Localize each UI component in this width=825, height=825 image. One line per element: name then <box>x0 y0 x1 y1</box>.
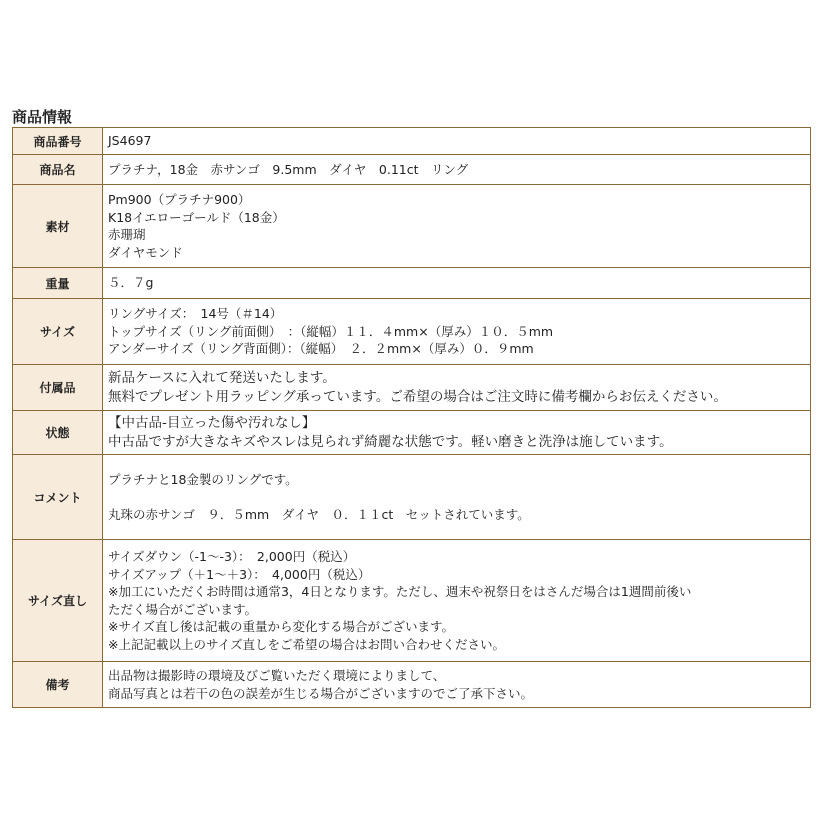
row-value <box>103 299 811 365</box>
table-row-accessories <box>13 365 811 411</box>
value-line: ※サイズ直し後は記載の重量から変化する場合がございます。 <box>108 619 454 634</box>
value-line: 新品ケースに入れて発送いたします。 <box>108 369 336 386</box>
row-label: 付属品 <box>13 365 103 411</box>
table-row-material <box>13 185 811 268</box>
value-line: 出品物は撮影時の環境及びご覧いただく環境によりまして、 <box>108 668 446 683</box>
table-row-size-adjustment <box>13 540 811 662</box>
table-row-product-number <box>13 128 811 155</box>
table-row-comment <box>13 455 811 540</box>
row-label: 商品名 <box>13 155 103 185</box>
value-line: ※加工にいただくお時間は通常3，4日となります。ただし、週末や祝祭日をはさんだ場合は1週間前後い <box>108 584 692 599</box>
value-line: K18イエローゴールド（18金） <box>108 209 285 225</box>
value-line: 赤珊瑚 <box>108 227 146 242</box>
row-label: サイズ直し <box>13 540 103 662</box>
row-value <box>103 455 811 540</box>
value-line: 丸珠の赤サンゴ ９．５mm ダイヤ ０．１１ct セットされています。 <box>108 506 530 522</box>
value-line: 中古品ですが大きなキズやスレは見られず綺麗な状態です。軽い磨きと洗浄は施しています。 <box>108 433 673 450</box>
row-label: 重量 <box>13 268 103 299</box>
value-line: ５．７g <box>108 275 154 291</box>
section-title: 商品情報 <box>12 108 73 126</box>
table-row-condition <box>13 411 811 455</box>
row-value <box>103 662 811 708</box>
row-value <box>103 365 811 411</box>
value-line: 商品写真とは若干の色の誤差が生じる場合がございますのでご了承下さい。 <box>108 685 534 701</box>
table-row-product-name <box>13 155 811 185</box>
value-line: トップサイズ（リング前面側） ：（縦幅）１１．４mm×（厚み）１０．５mm <box>108 323 554 339</box>
value-line: サイズダウン（-1～-3）： 2,000円（税込） <box>108 549 356 564</box>
row-label: 備考 <box>13 662 103 708</box>
row-label: 商品番号 <box>13 128 103 155</box>
value-line: アンダーサイズ（リング背面側）：（縦幅） ２．２mm×（厚み）０．９mm <box>108 341 534 357</box>
row-value <box>103 128 811 155</box>
value-line: リングサイズ： 14号（＃14） <box>108 306 283 322</box>
blank-line <box>108 488 810 506</box>
value-line: 無料でプレゼント用ラッピング承っています。ご希望の場合はご注文時に備考欄からお伝えください。 <box>108 388 727 405</box>
row-value <box>103 540 811 662</box>
row-label: コメント <box>13 455 103 540</box>
row-label: 素材 <box>13 185 103 268</box>
product-info-table <box>12 127 811 708</box>
row-label: 状態 <box>13 411 103 455</box>
value-line: ※上記記載以上のサイズ直しをご希望の場合はお問い合わせください。 <box>108 636 505 652</box>
row-value <box>103 185 811 268</box>
value-line: サイズアップ（＋1～＋3）： 4,000円（税込） <box>108 566 371 582</box>
row-value <box>103 411 811 455</box>
value-line: Pm900（プラチナ900） <box>108 192 251 207</box>
value-line: ダイヤモンド <box>108 244 183 260</box>
table-row-remarks <box>13 662 811 708</box>
value-line: プラチナ，18金 赤サンゴ 9.5mm ダイヤ 0.11ct リング <box>108 161 469 177</box>
row-label: サイズ <box>13 299 103 365</box>
value-line: プラチナと18金製のリングです。 <box>108 471 298 487</box>
value-line: ただく場合がございます。 <box>108 601 258 617</box>
value-line: JS4697 <box>108 133 152 149</box>
value-line: 【中古品‐目立った傷や汚れなし】 <box>108 414 316 431</box>
row-value <box>103 155 811 185</box>
table-row-weight <box>13 268 811 299</box>
table-row-size <box>13 299 811 365</box>
row-value <box>103 268 811 299</box>
